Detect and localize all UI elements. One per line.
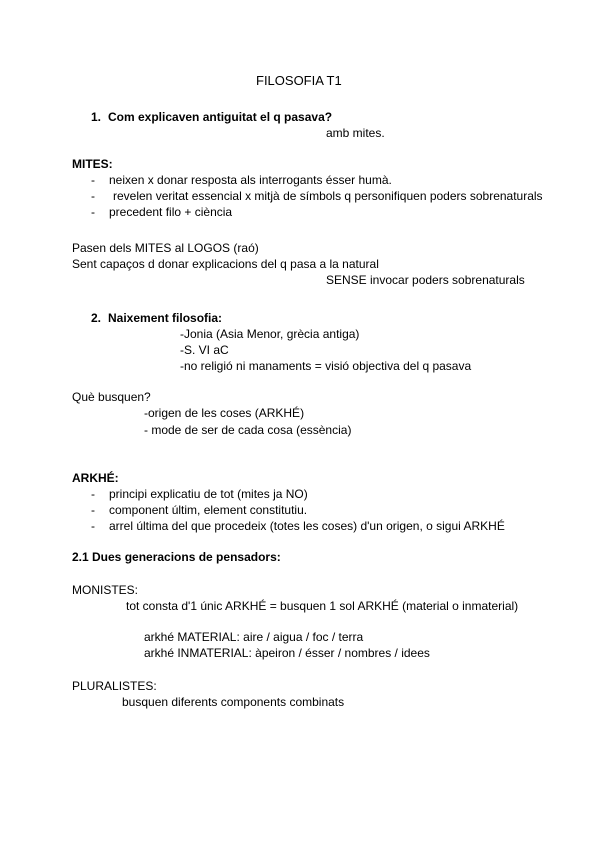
- page-title: FILOSOFIA T1: [256, 73, 342, 88]
- logos-line-3: SENSE invocar poders sobrenaturals: [326, 273, 525, 287]
- section-2-1-heading: 2.1 Dues generacions de pensadors:: [72, 550, 281, 564]
- q1-answer: amb mites.: [326, 126, 385, 140]
- mites-bullet-3: -: [91, 205, 95, 219]
- arkhe-bullet-2: -: [91, 503, 95, 517]
- mites-bullet-2: -: [91, 189, 95, 203]
- pluralistes-line-1: busquen diferents components combinats: [122, 695, 345, 709]
- logos-line-1: Pasen dels MITES al LOGOS (raó): [72, 241, 259, 255]
- monistes-line-1: tot consta d'1 únic ARKHÉ = busquen 1 sol ARKHÉ (material o inmaterial): [126, 599, 519, 613]
- pluralistes-heading: PLURALISTES:: [72, 679, 157, 693]
- q2-line-3: -no religió ni manaments = visió objectiva del q pasava: [180, 359, 472, 373]
- mites-item-2: revelen veritat essencial x mitjà de símbols q personifiquen poders sobrenaturals: [113, 189, 543, 203]
- monistes-line-3: arkhé INMATERIAL: àpeiron / ésser / nombres / idees: [144, 646, 430, 660]
- q2-number: 2.: [91, 311, 102, 325]
- arkhe-item-2: component últim, element constitutiu.: [109, 503, 308, 517]
- q2-line-1: -Jonia (Asia Menor, grècia antiga): [180, 327, 360, 341]
- busquen-question: Què busquen?: [72, 390, 151, 404]
- arkhe-bullet-1: -: [91, 487, 95, 501]
- mites-heading: MITES:: [72, 157, 113, 171]
- logos-line-2: Sent capaços d donar explicacions del q pasa a la natural: [72, 257, 379, 271]
- monistes-heading: MONISTES:: [72, 583, 139, 597]
- mites-bullet-1: -: [91, 173, 95, 187]
- arkhe-bullet-3: -: [91, 519, 95, 533]
- arkhe-heading: ARKHÉ:: [72, 471, 119, 485]
- monistes-line-2: arkhé MATERIAL: aire / aigua / foc / terra: [144, 630, 364, 644]
- mites-item-3: precedent filo + ciència: [109, 205, 233, 219]
- busquen-line-1: -origen de les coses (ARKHÉ): [144, 406, 305, 420]
- q2-heading: Naixement filosofia:: [108, 311, 223, 325]
- arkhe-item-1: principi explicatiu de tot (mites ja NO): [109, 487, 308, 501]
- q1-heading: Com explicaven antiguitat el q pasava?: [108, 110, 333, 124]
- q1-number: 1.: [91, 110, 102, 124]
- mites-item-1: neixen x donar resposta als interrogants ésser humà.: [109, 173, 392, 187]
- arkhe-item-3: arrel última del que procedeix (totes les coses) d'un origen, o sigui ARKHÉ: [109, 519, 505, 533]
- q2-line-2: -S. VI aC: [180, 343, 229, 357]
- busquen-line-2: - mode de ser de cada cosa (essència): [144, 423, 352, 437]
